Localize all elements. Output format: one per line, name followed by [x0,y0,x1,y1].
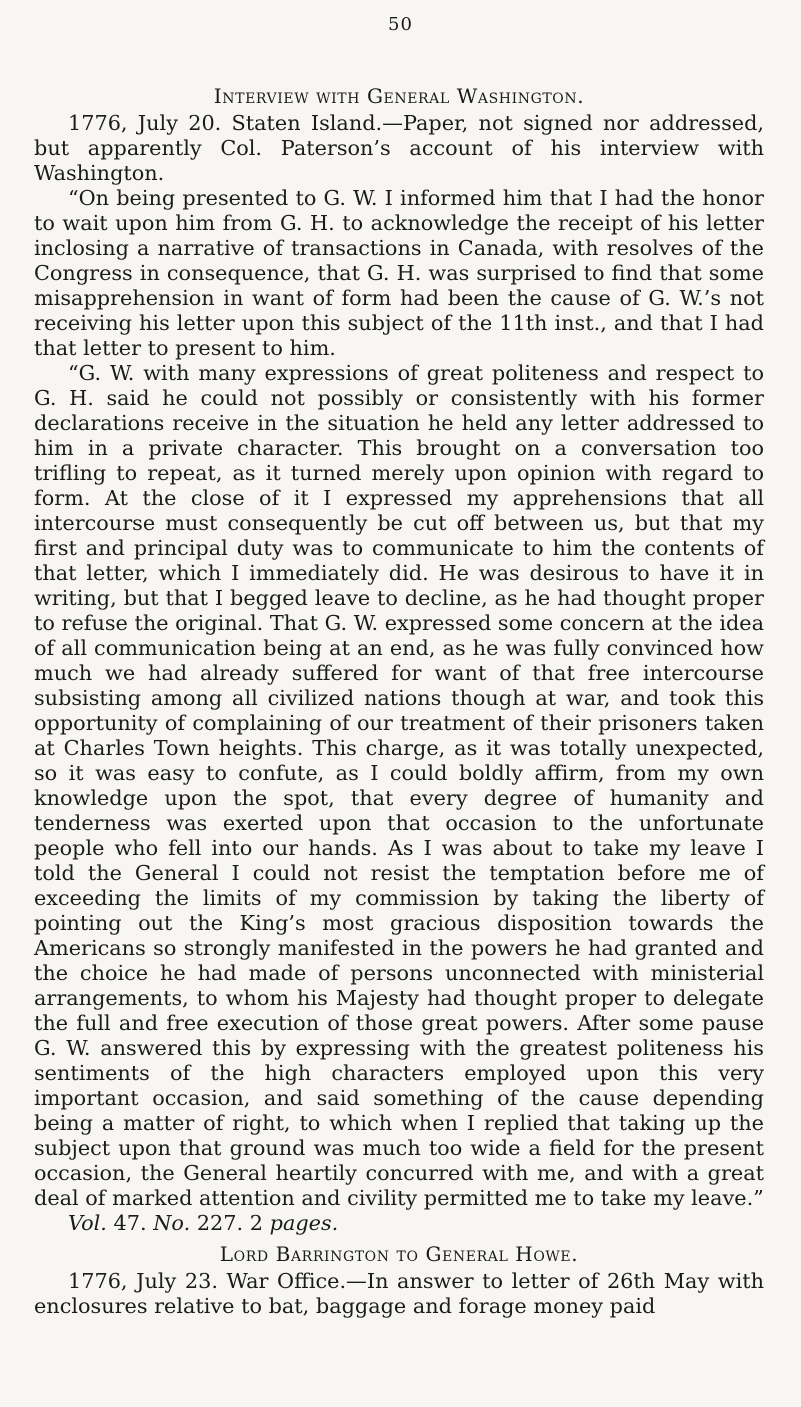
section-heading: Interview with General Washington. [213,84,585,108]
paragraph: “G. W. with many expressions of great politeness and respect to G. H. said he could not possibly or consistently with his former declarations receive in the situation he held any letter addressed to him in a private character. This brought on a conversation too trifling to repeat, as it turned merely upon opinion with regard to form. At the close of it I expressed my apprehensions that all intercourse must consequently be cut off between us, but that my first and principal duty was to communicate to him the contents of that letter, which I immediately did. He was desirous to have it in writing, but that I begged leave to decline, as he had thought proper to refuse the original. That G. W. expressed some concern at the idea of all communication being at an end, as he was fully convinced how much we had already suffered for want of that free intercourse subsisting among all civilized nations though at war, and took this opportunity of complaining of our treatment of their prisoners taken at Charles Town heights. This charge, as it was totally unexpected, so it was easy to confute, as I could boldly affirm, from my own knowledge upon the spot, that every degree of humanity and tenderness was exerted upon that occasion to the unfortunate people who fell into our hands. As I was about to take my leave I told the General I could not resist the temptation before me of exceeding the limits of my commission by taking the liberty of pointing out the King’s most gracious disposition towards the Americans so strongly manifested in the powers he had granted and the choice he had made of persons unconnected with ministerial arrangements, to whom his Majesty had thought proper to delegate the full and free execution of those great powers. After some pause G. W. answered this by expressing with the greatest politeness his sentiments of the high characters employed upon this very important occasion, and said something of the cause depending being a matter of right, to which when I replied that taking up the subject upon that ground was much too wide a field for the present occasion, the General heartily concurred with me, and with a great deal of marked attention and civility permitted me to take my leave.” [34,361,764,1210]
section-interview [34,84,764,1236]
paragraph: 1776, July 20. Staten Island.—Paper, not signed nor addressed, but apparently Col. Paterson’s account of his interview with Washington. [34,111,764,185]
ref-vol-num: 47. [113,1211,147,1235]
ref-no-num: 227. [196,1211,244,1235]
ref-vol-label: Vol. [68,1211,107,1235]
section-heading: Lord Barrington to General Howe. [219,1242,579,1266]
source-reference [34,1211,764,1236]
paragraph: “On being presented to G. W. I informed him that I had the honor to wait upon him from G. H. to acknowledge the receipt of his letter inclosing a narrative of transactions in Canada, with resolves of the Congress in consequence, that G. H. was surprised to find that some misapprehension in want of form had been the cause of G. W.’s not receiving his letter upon this subject of the 11th inst., and that I had that letter to present to him. [34,186,764,360]
section-barrington [34,1242,764,1319]
paragraph: 1776, July 23. War Office.—In answer to letter of 26th May with enclosures relative to bat, baggage and forage money paid [34,1269,764,1318]
page-number: 50 [388,14,413,35]
ref-pages-num: 2 [249,1211,263,1235]
page-content [34,84,764,1319]
ref-no-label: No. [153,1211,191,1235]
ref-pages-label: pages. [269,1211,339,1235]
